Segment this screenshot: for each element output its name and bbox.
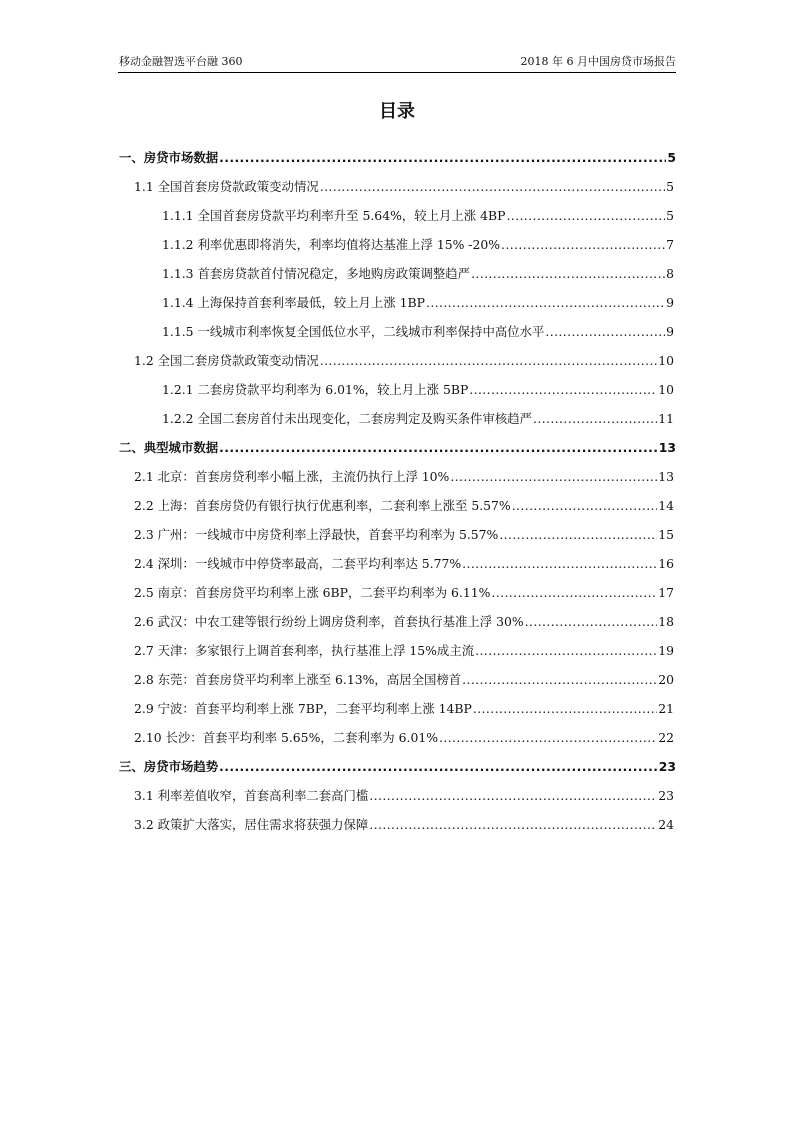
toc-page-number: 5	[666, 208, 674, 223]
toc-page-number: 21	[658, 701, 674, 716]
toc-dot-leader	[533, 411, 657, 427]
toc-entry-title: 三、房贷市场趋势	[119, 759, 219, 774]
toc-page-number: 5	[667, 150, 676, 165]
toc-dot-leader	[450, 469, 657, 485]
toc-page-number: 10	[658, 382, 674, 397]
toc-dot-leader	[473, 701, 657, 717]
toc-dot-leader	[219, 440, 658, 456]
toc-dot-leader	[525, 614, 658, 630]
toc-page-number: 8	[666, 266, 674, 281]
toc-page-number: 16	[658, 556, 674, 571]
toc-entry-title: 1.2.2 全国二套房首付未出现变化，二套房判定及购买条件审核趋严	[162, 411, 533, 426]
toc-entry[interactable]	[0, 229, 794, 258]
toc-entry[interactable]	[0, 519, 794, 548]
header-brand: 移动金融智选平台融 360	[119, 55, 243, 68]
toc-entry[interactable]	[0, 171, 794, 200]
toc-entry[interactable]	[0, 722, 794, 751]
toc-dot-leader	[499, 527, 657, 543]
toc-entry[interactable]	[0, 345, 794, 374]
toc-page-number: 7	[666, 237, 674, 252]
toc-entry-title: 1.1.3 首套房贷款首付情况稳定，多地购房政策调整趋严	[162, 266, 471, 281]
toc-entry[interactable]	[0, 809, 794, 838]
toc-entry[interactable]	[0, 635, 794, 664]
toc-dot-leader	[320, 179, 665, 195]
table-of-contents	[0, 142, 794, 838]
toc-page-number: 13	[658, 469, 674, 484]
toc-dot-leader	[491, 585, 657, 601]
toc-entry[interactable]	[0, 200, 794, 229]
toc-dot-leader	[462, 672, 657, 688]
toc-dot-leader	[475, 643, 657, 659]
toc-page-number: 9	[666, 295, 674, 310]
toc-dot-leader	[506, 208, 665, 224]
toc-entry[interactable]	[0, 577, 794, 606]
toc-page-number: 13	[658, 440, 676, 455]
toc-page-number: 19	[658, 643, 674, 658]
toc-entry-title: 二、典型城市数据	[119, 440, 219, 455]
toc-entry[interactable]	[0, 287, 794, 316]
toc-entry-title: 3.1 利率差值收窄，首套高利率二套高门槛	[134, 788, 369, 803]
toc-page-number: 23	[658, 788, 674, 803]
toc-page-number: 18	[658, 614, 674, 629]
toc-dot-leader	[501, 237, 665, 253]
toc-dot-leader	[512, 498, 658, 514]
toc-dot-leader	[469, 382, 657, 398]
toc-entry[interactable]	[0, 693, 794, 722]
toc-entry[interactable]	[0, 258, 794, 287]
toc-dot-leader	[320, 353, 657, 369]
toc-entry-title: 2.2 上海：首套房贷仍有银行执行优惠利率，二套利率上涨至 5.57%	[134, 498, 511, 513]
toc-entry[interactable]	[0, 780, 794, 809]
toc-entry[interactable]	[0, 142, 794, 171]
toc-page-number: 23	[658, 759, 676, 774]
toc-page-number: 22	[658, 730, 674, 745]
toc-page-number: 15	[658, 527, 674, 542]
toc-entry-title: 2.5 南京：首套房贷平均利率上涨 6BP，二套平均利率为 6.11%	[134, 585, 491, 600]
toc-page-number: 11	[658, 411, 674, 426]
toc-entry[interactable]	[0, 432, 794, 461]
toc-dot-leader	[219, 759, 658, 775]
toc-page-number: 9	[666, 324, 674, 339]
toc-entry-title: 3.2 政策扩大落实，居住需求将获强力保障	[134, 817, 369, 832]
toc-entry-title: 2.3 广州：一线城市中房贷利率上浮最快，首套平均利率为 5.57%	[134, 527, 499, 542]
toc-entry[interactable]	[0, 316, 794, 345]
toc-entry[interactable]	[0, 490, 794, 519]
toc-entry-title: 1.2.1 二套房贷款平均利率为 6.01%，较上月上涨 5BP	[162, 382, 469, 397]
toc-entry-title: 1.1.2 利率优惠即将消失，利率均值将达基准上浮 15% -20%	[162, 237, 501, 252]
toc-entry-title: 2.1 北京：首套房贷利率小幅上涨，主流仍执行上浮 10%	[134, 469, 450, 484]
toc-entry[interactable]	[0, 664, 794, 693]
page-header	[118, 54, 676, 73]
toc-dot-leader	[462, 556, 657, 572]
toc-entry-title: 1.1.5 一线城市利率恢复全国低位水平，二线城市利率保持中高位水平	[162, 324, 545, 339]
toc-page-number: 17	[658, 585, 674, 600]
toc-entry-title: 2.10 长沙：首套平均利率 5.65%，二套利率为 6.01%	[134, 730, 438, 745]
toc-entry-title: 2.8 东莞：首套房贷平均利率上涨至 6.13%，高居全国榜首	[134, 672, 462, 687]
toc-entry-title: 1.1 全国首套房贷款政策变动情况	[134, 179, 319, 194]
toc-page-number: 24	[658, 817, 674, 832]
header-report-title: 2018 年 6 月中国房贷市场报告	[520, 55, 676, 68]
toc-entry[interactable]	[0, 751, 794, 780]
toc-entry-title: 2.6 武汉：中农工建等银行纷纷上调房贷利率，首套执行基准上浮 30%	[134, 614, 524, 629]
toc-entry-title: 2.7 天津：多家银行上调首套利率，执行基准上浮 15%成主流	[134, 643, 475, 658]
toc-dot-leader	[545, 324, 665, 340]
toc-dot-leader	[426, 295, 665, 311]
toc-dot-leader	[219, 150, 666, 166]
toc-dot-leader	[439, 730, 657, 746]
toc-entry-title: 2.4 深圳：一线城市中停贷率最高，二套平均利率达 5.77%	[134, 556, 462, 571]
toc-page-number: 10	[658, 353, 674, 368]
toc-entry[interactable]	[0, 461, 794, 490]
toc-entry[interactable]	[0, 403, 794, 432]
toc-page-number: 14	[658, 498, 674, 513]
toc-entry[interactable]	[0, 374, 794, 403]
toc-page-number: 5	[666, 179, 674, 194]
toc-entry[interactable]	[0, 548, 794, 577]
toc-dot-leader	[369, 817, 657, 833]
toc-entry-title: 1.1.1 全国首套房贷款平均利率升至 5.64%，较上月上涨 4BP	[162, 208, 506, 223]
toc-entry-title: 一、房贷市场数据	[119, 150, 219, 165]
toc-entry-title: 1.1.4 上海保持首套利率最低，较上月上涨 1BP	[162, 295, 425, 310]
toc-dot-leader	[471, 266, 665, 282]
toc-entry-title: 2.9 宁波：首套平均利率上涨 7BP，二套平均利率上涨 14BP	[134, 701, 472, 716]
toc-title: 目录	[379, 101, 415, 122]
toc-entry-title: 1.2 全国二套房贷款政策变动情况	[134, 353, 319, 368]
toc-entry[interactable]	[0, 606, 794, 635]
toc-page-number: 20	[658, 672, 674, 687]
toc-dot-leader	[369, 788, 657, 804]
